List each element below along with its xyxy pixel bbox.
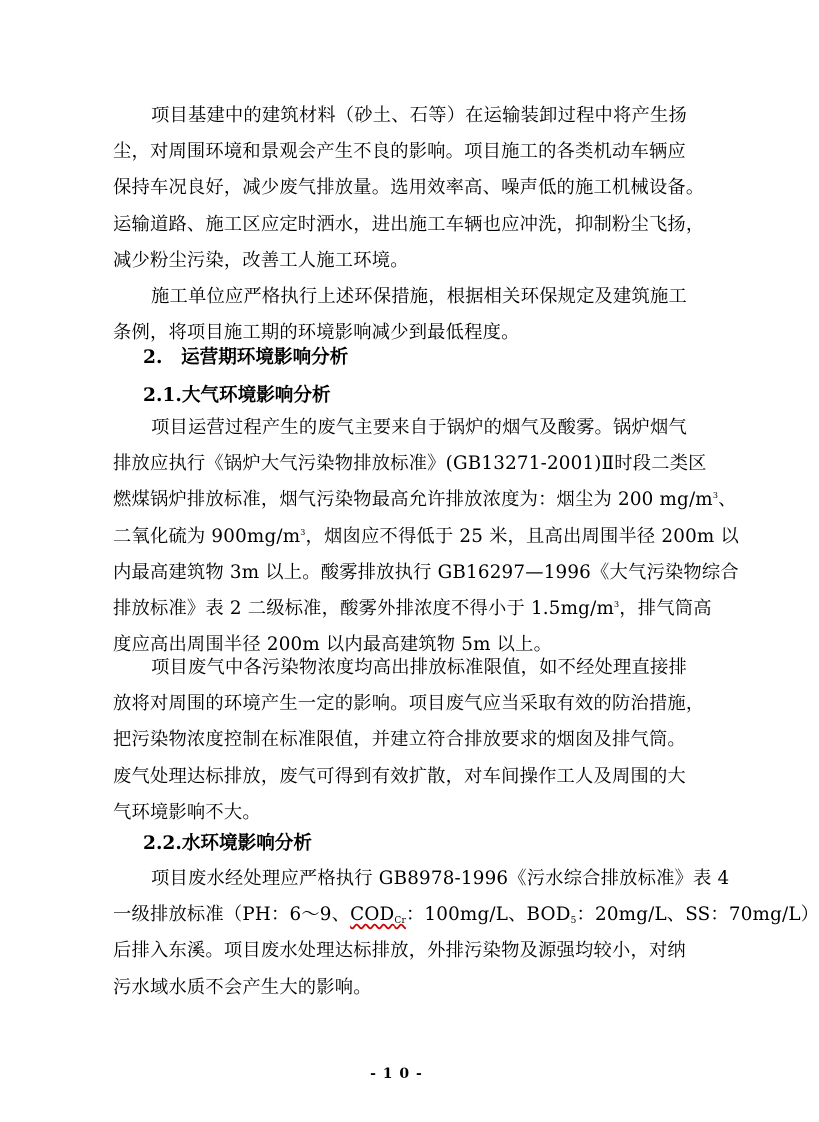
superscript-3: 3 (712, 491, 719, 501)
text-line: 尘，对周围环境和景观会产生不良的影响。项目施工的各类机动车辆应 (113, 141, 686, 163)
text-line: 项目废气中各污染物浓度均高出排放标准限值，如不经处理直接排 (151, 657, 687, 678)
text-line: 项目基建中的建筑材料（砂土、石等）在运输装卸过程中将产生扬 (151, 105, 687, 126)
text-run: ，烟囱应不得低于 25 米，且高出周围半径 200m 以 (305, 525, 739, 547)
text-line: 放将对周围的环境产生一定的影响。项目废气应当采取有效的防治措施， (113, 693, 705, 715)
text-run: 二氧化硫为 900mg/m (113, 525, 301, 547)
subsection-heading-water: 2.2.水环境影响分析 (143, 833, 312, 854)
text-line: 废气处理达标排放，废气可得到有效扩散，对车间操作工人及周围的大 (113, 765, 686, 787)
text-line: 运输道路、施工区应定时洒水，进出施工车辆也应冲洗，抑制粉尘飞扬， (113, 213, 705, 235)
paragraph-construction-dust (113, 98, 703, 279)
text-run: ：100mg/L、BOD (405, 904, 571, 926)
text-line: 把污染物浓度控制在标准限值，并建立符合排放要求的烟囱及排气筒。 (113, 729, 686, 751)
paragraph-air-impact (113, 410, 739, 663)
text-run: 燃煤锅炉排放标准，烟气污染物最高允许排放浓度为：烟尘为 200 mg/m (113, 489, 713, 511)
section-heading-operation-impact: 2. 运营期环境影响分析 (143, 347, 349, 368)
page-number: - 1 0 - (370, 1066, 423, 1082)
text-line: 条例，将项目施工期的环境影响减少到最低程度。 (113, 322, 520, 344)
cod-label: COD (350, 904, 395, 926)
text-line: 减少粉尘污染，改善工人施工环境。 (113, 249, 409, 271)
text-line: 保持车况良好，减少废气排放量。选用效率高、噪声低的施工机械设备。 (113, 177, 705, 199)
text-line: 排放应执行《锅炉大气污染物排放标准》(GB13271-2001)Ⅱ时段二类区 (113, 453, 707, 475)
cod-term (350, 904, 406, 925)
text-line (113, 591, 712, 627)
subscript-5: 5 (570, 916, 577, 927)
text-line: 气环境影响不大。 (113, 801, 261, 823)
text-run: ：20mg/L、SS：70mg/L） (576, 904, 819, 926)
superscript-3: 3 (613, 599, 620, 609)
paragraph-water-impact (113, 861, 819, 1006)
paragraph-exhaust-treatment (113, 650, 703, 831)
text-line: 项目运营过程产生的废气主要来自于锅炉的烟气及酸雾。锅炉烟气 (151, 417, 687, 438)
text-line: 项目废水经处理应严格执行 GB8978-1996《污水综合排放标准》表 4 (151, 868, 730, 889)
superscript-3: 3 (300, 527, 306, 537)
text-line (113, 897, 819, 933)
text-line (113, 519, 739, 555)
subscript-cr: Cr (394, 916, 406, 927)
subsection-heading-air: 2.1.大气环境影响分析 (143, 385, 331, 406)
text-run: 一级排放标准（PH：6～9、 (113, 904, 351, 926)
text-run: 、 (718, 489, 737, 511)
text-line (113, 482, 737, 518)
text-run: ，排气筒高 (619, 597, 712, 619)
text-line: 施工单位应严格执行上述环保措施，根据相关环保规定及建筑施工 (151, 286, 687, 307)
text-run: 排放标准》表 2 二级标准，酸雾外排浓度不得小于 1.5mg/m (113, 597, 614, 619)
text-line: 后排入东溪。项目废水处理达标排放，外排污染物及源强均较小，对纳 (113, 940, 686, 962)
text-line: 内最高建筑物 3m 以上。酸雾排放执行 GB16297—1996《大气污染物综合 (113, 561, 739, 583)
text-line: 度应高出周围半径 200m 以内最高建筑物 5m 以上。 (113, 634, 553, 656)
text-line: 污水域水质不会产生大的影响。 (113, 976, 372, 998)
